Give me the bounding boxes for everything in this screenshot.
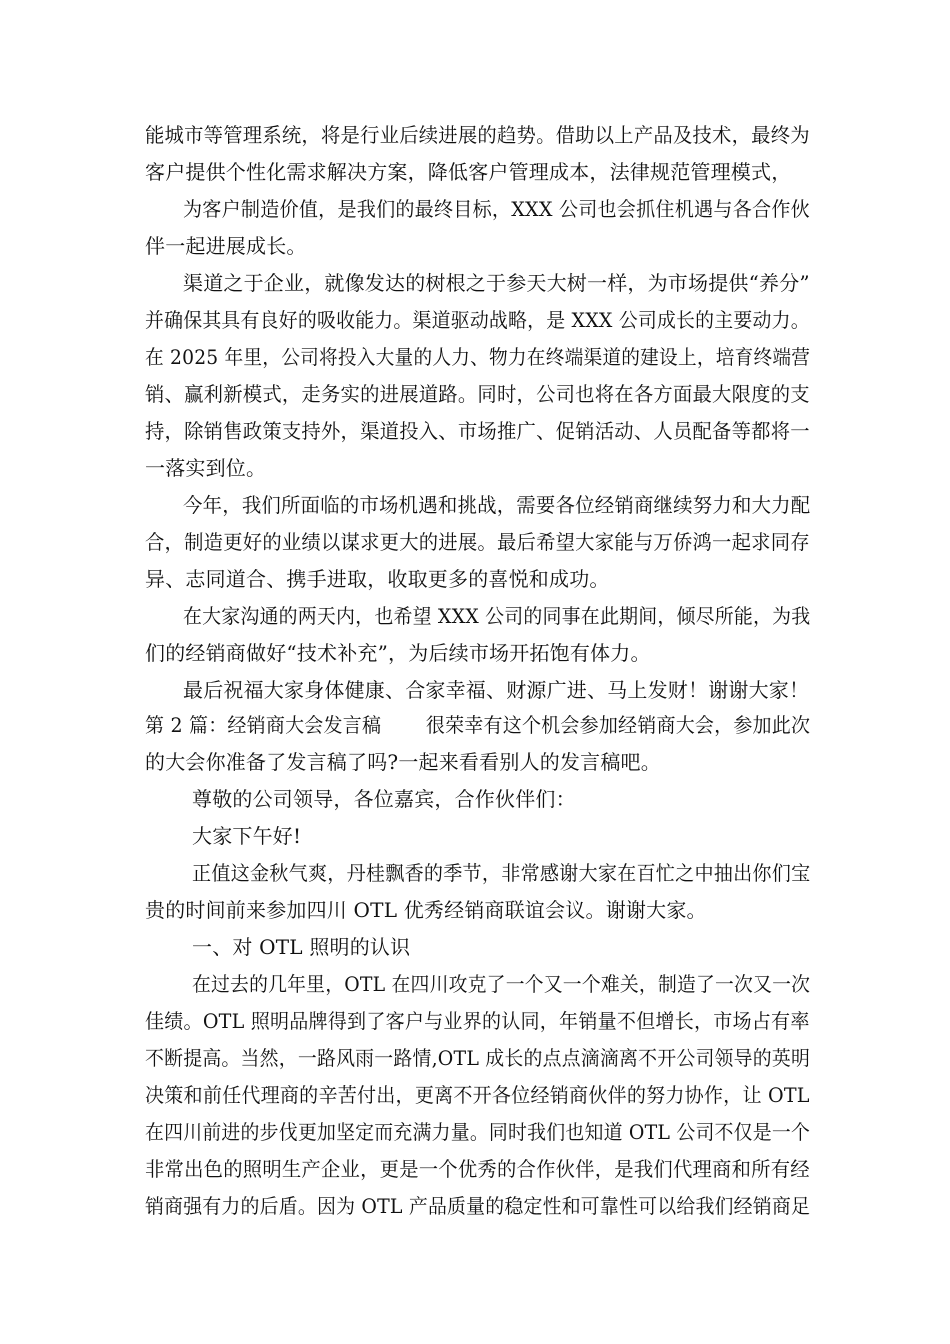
text-line: 合，制造更好的业绩以谋求更大的进展。最后希望大家能与万侨鸿一起求同存 xyxy=(145,530,810,554)
text-line: 在 2025 年里，公司将投入大量的人力、物力在终端渠道的建设上，培育终端营 xyxy=(145,345,811,369)
text-line: 正值这金秋气爽，丹桂飘香的季节，非常感谢大家在百忙之中抽出你们宝 xyxy=(192,861,811,885)
text-line: 渠道之于企业，就像发达的树根之于参天大树一样，为市场提供“养分” xyxy=(183,271,810,295)
text-line: 销商强有力的后盾。因为 OTL 产品质量的稳定性和可靠性可以给我们经销商足 xyxy=(145,1194,811,1218)
salutation: 尊敬的公司领导，各位嘉宾，合作伙伴们： xyxy=(192,787,576,811)
text-line: 伴一起进展成长。 xyxy=(145,234,307,258)
text-line: 能城市等管理系统，将是行业后续进展的趋势。借助以上产品及技术，最终为 xyxy=(145,123,810,147)
text-line: 异、志同道合、携手进取，收取更多的喜悦和成功。 xyxy=(145,567,610,591)
text-line: 销、赢利新模式，走务实的进展道路。同时，公司也将在各方面最大限度的支 xyxy=(145,382,810,406)
text-line: 在过去的几年里，OTL 在四川攻克了一个又一个难关，制造了一次又一次 xyxy=(192,972,811,996)
section-heading: 第 2 篇：经销商大会发言稿 很荣幸有这个机会参加经销商大会，参加此次 xyxy=(145,713,811,737)
text-line: 一落实到位。 xyxy=(145,456,267,480)
text-line: 非常出色的照明生产企业，更是一个优秀的合作伙伴，是我们代理商和所有经 xyxy=(145,1157,810,1181)
subheading: 一、对 OTL 照明的认识 xyxy=(192,935,411,959)
text-line: 持，除销售政策支持外，渠道投入、市场推广、促销活动、人员配备等都将一 xyxy=(145,419,810,443)
text-line: 佳绩。OTL 照明品牌得到了客户与业界的认同，年销量不但增长，市场占有率 xyxy=(145,1009,810,1033)
text-line: 在四川前进的步伐更加坚定而充满力量。同时我们也知道 OTL 公司不仅是一个 xyxy=(145,1120,811,1144)
text-line: 今年，我们所面临的市场机遇和挑战，需要各位经销商继续努力和大力配 xyxy=(183,493,811,517)
greeting: 大家下午好! xyxy=(192,824,302,848)
text-line: 为客户制造价值，是我们的最终目标，XXX 公司也会抓住机遇与各合作伙 xyxy=(183,197,810,221)
text-line: 在大家沟通的两天内，也希望 XXX 公司的同事在此期间，倾尽所能，为我 xyxy=(183,604,811,628)
text-line: 不断提高。当然，一路风雨一路情,OTL 成长的点点滴滴离不开公司领导的英明 xyxy=(145,1046,811,1070)
text-line: 客户提供个性化需求解决方案，降低客户管理成本，法律规范管理模式， xyxy=(145,160,792,184)
text-line: 决策和前任代理商的辛苦付出，更离不开各位经销商伙伴的努力协作，让 OTL xyxy=(145,1083,810,1107)
text-line: 的大会你准备了发言稿了吗?一起来看看别人的发言稿吧。 xyxy=(145,750,661,774)
text-line: 们的经销商做好“技术补充”，为后续市场开拓饱有体力。 xyxy=(145,641,651,665)
text-line: 并确保其具有良好的吸收能力。渠道驱动战略，是 XXX 公司成长的主要动力。 xyxy=(145,308,810,332)
text-line: 贵的时间前来参加四川 OTL 优秀经销商联谊会议。谢谢大家。 xyxy=(145,898,707,922)
text-line: 最后祝福大家身体健康、合家幸福、财源广进、马上发财！谢谢大家！ xyxy=(183,678,810,702)
